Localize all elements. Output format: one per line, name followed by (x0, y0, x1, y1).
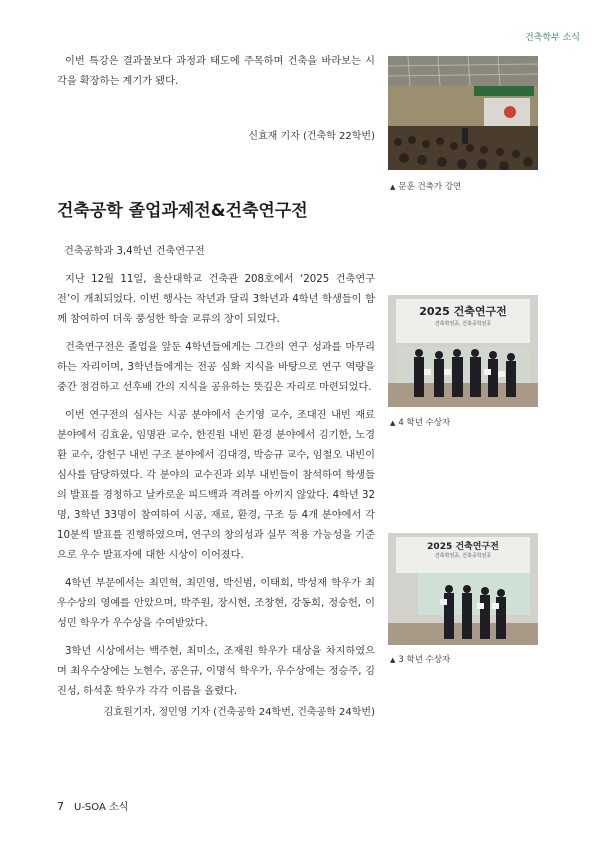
banner-title: 2025 건축연구전 (427, 542, 499, 552)
article-byline: 김효원기자, 정민영 기자 (건축공학 24학번, 건축공학 24학번) (103, 707, 375, 718)
article-subheading: 건축공학과 3,4학년 건축연구전 (64, 246, 205, 257)
caption-marker-icon: ▲ (390, 419, 396, 427)
caption-text: 문훈 건축가 강연 (398, 182, 462, 192)
article-title: 건축공학 졸업과제전&건축연구전 (57, 201, 308, 221)
top-article-paragraph: 이번 특강은 결과물보다 과정과 태도에 주목하며 건축을 바라보는 시각을 확장하는 계기가 됐다. (57, 56, 375, 87)
article-paragraph-1: 지난 12월 11일, 울산대학교 건축관 208호에서 ‘2025 건축연구전’이 개최되었다. 이번 행사는 작년과 달리 3학년과 4학년 학생들이 함께 참여하여 더욱 풍성한 학술 교류의 장이 되었다. (57, 274, 375, 325)
caption-text: 3 학년 수상자 (398, 655, 451, 665)
caption-text: 4 학년 수상자 (398, 418, 451, 428)
article-body (57, 270, 375, 702)
award-photo-4th-year (388, 295, 538, 407)
lecture-photo (388, 56, 538, 170)
award-photo-4th-year-caption (390, 416, 450, 428)
lecture-photo-caption (390, 180, 461, 192)
page-number: 7 (57, 800, 64, 813)
article-paragraph-2: 건축연구전은 졸업을 앞둔 4학년들에게는 그간의 연구 성과를 마무리하는 자리이며, 3학년들에게는 전공 심화 지식을 바탕으로 연구 역량을 중간 점검하고 선후배 간의 지식을 공유하는 뜻깊은 자리로 마련되었다. (57, 342, 375, 393)
top-article-byline: 신효재 기자 (건축학 22학번) (248, 131, 375, 142)
publication-name: U-SOA 소식 (74, 802, 129, 813)
page-footer (57, 798, 128, 813)
award-photo-3rd-year-caption (390, 653, 450, 665)
caption-marker-icon: ▲ (390, 656, 396, 664)
award-photo-3rd-year (388, 533, 538, 645)
article-paragraph-4: 4학년 부문에서는 최민혁, 최민영, 박신범, 이태희, 박성재 학우가 최우수상의 영예를 안았으며, 박주원, 장시현, 조창현, 강동희, 정승헌, 이성민 학우가 우수상을 수여받았다. (57, 578, 375, 629)
article-paragraph-5: 3학년 시상에서는 백주현, 최미소, 조재원 학우가 대상을 차지하였으며 최우수상에는 노현수, 공은규, 이명석 학우가, 우수상에는 정승주, 김진성, 하석훈 학우가 각각 이름을 올렸다. (57, 646, 375, 697)
caption-marker-icon: ▲ (390, 183, 396, 191)
article-paragraph-3: 이번 연구전의 심사는 시공 분야에서 손기영 교수, 조대진 내빈 재료 분야에서 김효윤, 임명관 교수, 한진원 내빈 환경 분야에서 김기한, 노경환 교수, 강헌구 내빈 구조 분야에서 김대경, 박승규 교수, 임철오 내빈이 심사를 담당하였다. 각 분야의 교수진과 외부 내빈들이 참석하여 학생들의 발표를 경청하고 날카로운 피드백과 격려를 아끼지 않았다. 4학년 32명, 3학년 33명이 참여하여 시공, 재료, 환경, 구조 등 4개 분야에서 각 10분씩 발표를 진행하였으며, 연구의 창의성과 실무 적용 가능성을 기준으로 우수 발표자에 대한 시상이 이어졌다. (57, 410, 375, 561)
banner-subtitle: 건축학전공, 건축공학전공 (434, 553, 492, 559)
banner-title: 2025 건축연구전 (419, 305, 507, 318)
banner-subtitle: 건축학전공, 건축공학전공 (434, 321, 492, 327)
section-tag: 건축학부 소식 (524, 33, 580, 43)
